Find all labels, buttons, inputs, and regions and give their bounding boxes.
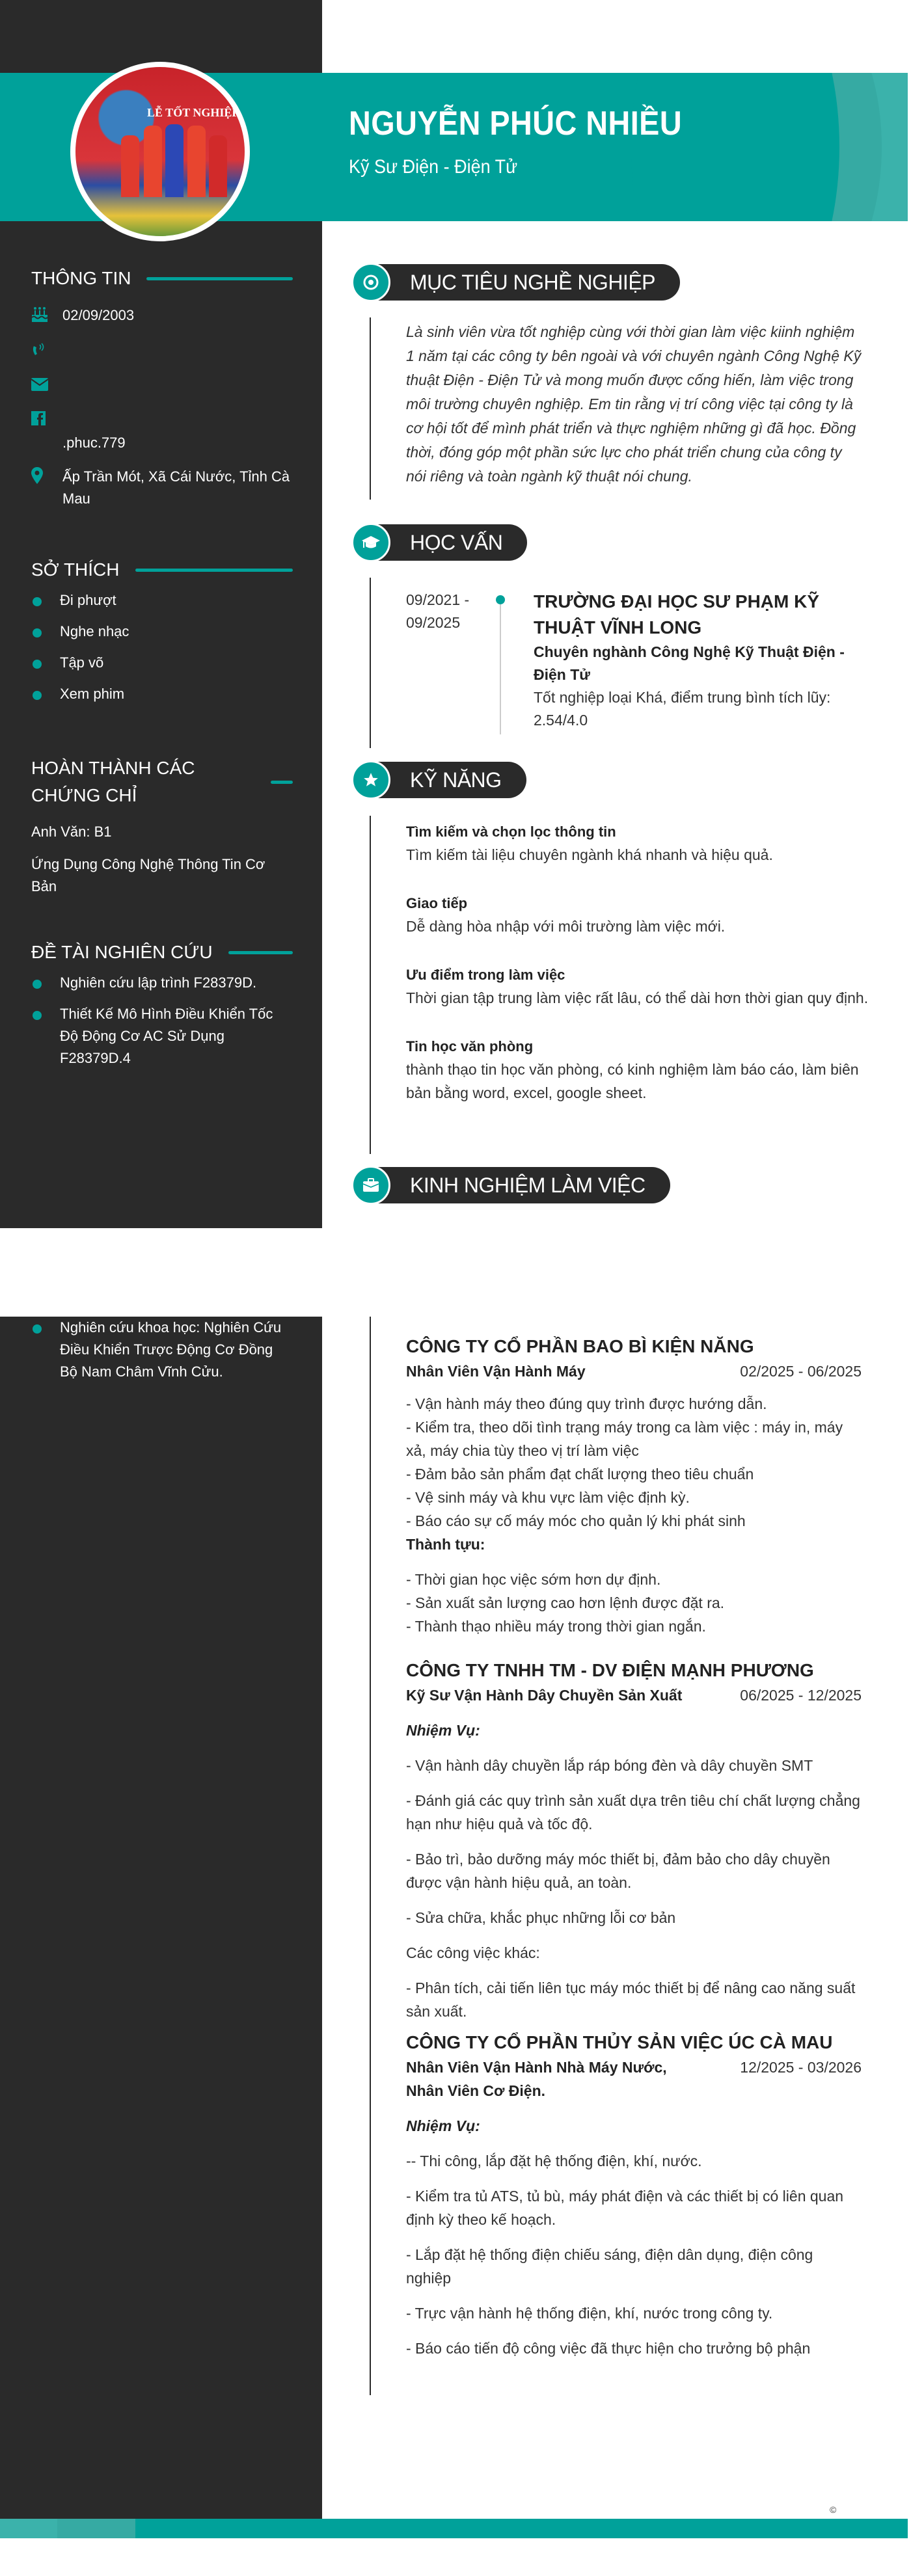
bullet-dot xyxy=(33,597,42,606)
candidate-name: NGUYỄN PHÚC NHIỀU xyxy=(349,105,683,142)
skill-item xyxy=(406,1036,875,1105)
phone-icon xyxy=(31,341,62,360)
avatar-caption: LỄ TỐT NGHIỆP xyxy=(147,106,239,119)
skill-item xyxy=(406,821,875,866)
research-item: Thiết Kế Mô Hình Điều Khiển Tốc Độ Động Cơ AC Sử Dụng F28379D.4 xyxy=(31,1003,293,1069)
company-name: CÔNG TY TNHH TM - DV ĐIỆN MẠNH PHƯƠNG xyxy=(406,1660,814,1680)
hobby-item: Nghe nhạc xyxy=(31,621,293,643)
title-underline xyxy=(228,951,293,954)
job-achievement: - Thời gian học việc sớm hơn dự định. xyxy=(406,1571,661,1588)
skills-list xyxy=(406,821,875,1131)
avatar xyxy=(70,62,250,241)
header-decor-arc xyxy=(631,73,839,221)
sidebar-research-section xyxy=(31,942,293,1069)
certificate-item: Ứng Dụng Công Nghệ Thông Tin Cơ Bản xyxy=(31,856,265,894)
job-duty: - Phân tích, cải tiến liên tục máy móc thiết bị để nâng cao năng suất sản xuất. xyxy=(406,1979,856,2020)
job-duty: - Đảm bảo sản phẩm đạt chất lượng theo tiêu chuẩn xyxy=(406,1466,754,1483)
info-facebook xyxy=(31,409,293,428)
sidebar-info-section xyxy=(31,268,293,510)
bullet-dot xyxy=(33,1011,42,1020)
facebook-handle[interactable]: .phuc.779 xyxy=(62,435,126,451)
job-position: Nhân Viên Vận Hành Nhà Máy Nước, Nhân Viên Cơ Điện. xyxy=(406,2059,667,2099)
job-duty: - Vận hành máy theo đúng quy trình được hướng dẫn. xyxy=(406,1395,767,1412)
hobby-item: Đi phượt xyxy=(31,589,293,611)
avatar-figure xyxy=(144,126,162,197)
job-item xyxy=(406,2030,862,2360)
hobby-item: Tập võ xyxy=(31,652,293,674)
job-position: Kỹ Sư Vận Hành Dây Chuyền Sản Xuất xyxy=(406,1687,683,1704)
sidebar-background-page2 xyxy=(0,1317,322,2519)
info-birthday: 02/09/2003 xyxy=(31,304,293,327)
bullet-dot xyxy=(33,660,42,669)
job-date: 02/2025 - 06/2025 xyxy=(740,1363,862,1380)
job-achievement: - Sản xuất sản lượng cao hơn lệnh được đặt ra. xyxy=(406,1594,725,1611)
skill-name: Tin học văn phòng xyxy=(406,1038,534,1054)
sidebar-hobbies-section xyxy=(31,559,293,705)
footer-band xyxy=(0,2519,908,2538)
graduation-note: Tốt nghiệp loại Khá, điểm trung bình tích lũy: 2.54/4.0 xyxy=(534,689,831,729)
job-duty: - Trực vận hành hệ thống điện, khí, nước trong công ty. xyxy=(406,2305,773,2322)
title-underline xyxy=(271,781,293,784)
job-duty: - Kiểm tra, theo dõi tình trạng máy trong ca làm việc : máy in, máy xả, máy chia tùy theo vị trí làm việc xyxy=(406,1419,843,1459)
job-duty: - Sửa chữa, khắc phục những lỗi cơ bản xyxy=(406,1909,676,1926)
company-name: CÔNG TY CỔ PHẦN BAO BÌ KIỆN NĂNG xyxy=(406,1336,754,1356)
duties-label: Nhiệm Vụ: xyxy=(406,2117,480,2134)
job-date: 12/2025 - 03/2026 xyxy=(740,2059,862,2076)
timeline-line xyxy=(370,317,371,500)
job-duty: - Đánh giá các quy trình sản xuất dựa trên tiêu chí chất lượng chẳng hạn như hiệu quả và tốc độ. xyxy=(406,1792,860,1832)
major: Chuyên nghành Công Nghệ Kỹ Thuật Điện - Điện Tử xyxy=(534,643,845,683)
job-item xyxy=(406,1334,862,1638)
timeline-dot xyxy=(496,595,505,604)
bullet-dot xyxy=(33,691,42,700)
info-phone xyxy=(31,341,293,360)
avatar-figure xyxy=(165,124,184,197)
job-item xyxy=(406,1657,862,2023)
avatar-figure xyxy=(187,126,206,197)
footer-decor xyxy=(0,2519,57,2538)
job-duty: -- Thi công, lắp đặt hệ thống điện, khí, nước. xyxy=(406,2153,702,2169)
job-duty: - Vệ sinh máy và khu vực làm việc định kỳ. xyxy=(406,1489,690,1506)
footer-decor xyxy=(57,2519,135,2538)
timeline-line xyxy=(370,578,371,748)
achievements-label: Thành tựu: xyxy=(406,1536,485,1553)
graduation-cap-icon xyxy=(351,523,390,562)
timeline-line xyxy=(370,816,371,1154)
skill-item xyxy=(406,964,875,1010)
bullet-dot xyxy=(33,628,42,637)
timeline-line xyxy=(370,1317,371,2395)
research-item: Nghiên cứu lập trình F28379D. xyxy=(31,972,293,994)
bullet-dot xyxy=(33,980,42,989)
job-achievement: - Thành thạo nhiều máy trong thời gian ngắn. xyxy=(406,1618,706,1635)
avatar-figure xyxy=(209,135,227,197)
target-icon xyxy=(351,263,390,302)
candidate-title: Kỹ Sư Điện - Điện Tử xyxy=(349,156,518,178)
title-underline xyxy=(135,569,293,572)
job-duty: - Bảo trì, bảo dưỡng máy móc thiết bị, đảm bảo cho dây chuyền được vận hành hiệu quả, an toàn. xyxy=(406,1851,830,1891)
job-duty: - Kiểm tra tủ ATS, tủ bù, máy phát điện và các thiết bị có liên quan định kỳ theo kế hoạch. xyxy=(406,2188,844,2228)
education-date: 09/2021 - 09/2025 xyxy=(406,591,470,631)
section-title: THÔNG TIN xyxy=(31,268,293,289)
map-pin-icon xyxy=(31,466,62,485)
skill-desc: Dễ dàng hòa nhập với môi trường làm việc mới. xyxy=(406,918,726,935)
sidebar-research-continued xyxy=(31,1317,293,1383)
skill-desc: thành thạo tin học văn phòng, có kinh nghiệm làm báo cáo, làm biên bản bằng word, excel, google sheet. xyxy=(406,1061,859,1101)
star-icon xyxy=(351,760,390,799)
skill-desc: Thời gian tập trung làm việc rất lâu, có thể dài hơn thời gian quy định. xyxy=(406,989,869,1006)
envelope-icon xyxy=(31,375,62,394)
research-item: Nghiên cứu khoa học: Nghiên Cứu Điều Khiển Trược Động Cơ Đồng Bộ Nam Châm Vĩnh Cửu. xyxy=(31,1317,293,1383)
job-date: 06/2025 - 12/2025 xyxy=(740,1687,862,1704)
section-title: HOÀN THÀNH CÁC CHỨNG CHỈ xyxy=(31,755,293,809)
section-title: HỌC VẤN xyxy=(377,524,527,561)
timeline-connector xyxy=(500,604,501,734)
info-address: Ấp Trần Mót, Xã Cái Nước, Tỉnh Cà Mau xyxy=(31,466,293,510)
section-header-objective xyxy=(351,263,680,301)
section-title: SỞ THÍCH xyxy=(31,559,293,580)
section-title: KỸ NĂNG xyxy=(377,762,526,798)
job-duty: - Vận hành dây chuyền lắp ráp bóng đèn và dây chuyền SMT xyxy=(406,1757,813,1774)
hobby-item: Xem phim xyxy=(31,683,293,705)
job-duty: - Báo cáo sự cố máy móc cho quản lý khi phát sinh xyxy=(406,1512,746,1529)
avatar-figure xyxy=(121,135,139,197)
birthday-cake-icon xyxy=(31,304,62,324)
section-title: MỤC TIÊU NGHỀ NGHIỆP xyxy=(377,264,680,301)
section-header-education xyxy=(351,524,527,561)
certificate-item: Anh Văn: B1 xyxy=(31,824,112,840)
job-duty: - Báo cáo tiến độ công việc đã thực hiện cho trưởng bộ phận xyxy=(406,2340,811,2357)
skill-name: Tìm kiếm và chọn lọc thông tin xyxy=(406,824,616,840)
section-title: ĐỀ TÀI NGHIÊN CỨU xyxy=(31,942,293,963)
sidebar-certificates-section xyxy=(31,755,293,898)
bullet-dot xyxy=(33,1324,42,1334)
copyright-mark: © xyxy=(830,2504,837,2515)
other-duties-label: Các công việc khác: xyxy=(406,1944,540,1961)
info-email xyxy=(31,375,293,394)
objective-text: Là sinh viên vừa tốt nghiệp cùng với thời gian làm việc kiinh nghiệm 1 năm tại các công ty bên ngoài và với chuyên ngành Công Nghệ Kỹ thuật Điện - Điện Tử và mong muốn được cống hiến, làm việc trong môi trường chuyên nghiệp. Em tin rằng vị trí công việc tại công ty là cơ hội tốt để mình phát triển và thực nghiệm những gì đã học. Đồng thời, đóng góp một phần sức lực cho phát triển chung của công ty nói riêng và toàn ngành kỹ thuật nói chung. xyxy=(406,323,862,485)
duties-label: Nhiệm Vụ: xyxy=(406,1722,480,1739)
skill-desc: Tìm kiếm tài liệu chuyên ngành khá nhanh và hiệu quả. xyxy=(406,846,773,863)
section-header-experience xyxy=(351,1166,670,1204)
section-title: KINH NGHIỆM LÀM VIỆC xyxy=(377,1167,670,1203)
school-name: TRƯỜNG ĐẠI HỌC SƯ PHẠM KỸ THUẬT VĨNH LONG xyxy=(534,591,820,637)
title-underline xyxy=(146,277,293,280)
company-name: CÔNG TY CỔ PHẦN THỦY SẢN VIỆC ÚC CÀ MAU xyxy=(406,2032,833,2052)
job-duty: - Lắp đặt hệ thống điện chiếu sáng, điện dân dụng, điện công nghiệp xyxy=(406,2246,813,2287)
facebook-icon xyxy=(31,409,62,428)
briefcase-icon xyxy=(351,1166,390,1205)
skill-name: Ưu điểm trong làm việc xyxy=(406,967,565,983)
skill-item xyxy=(406,892,875,938)
skill-name: Giao tiếp xyxy=(406,895,468,911)
section-header-skills xyxy=(351,761,526,799)
job-position: Nhân Viên Vận Hành Máy xyxy=(406,1363,586,1380)
